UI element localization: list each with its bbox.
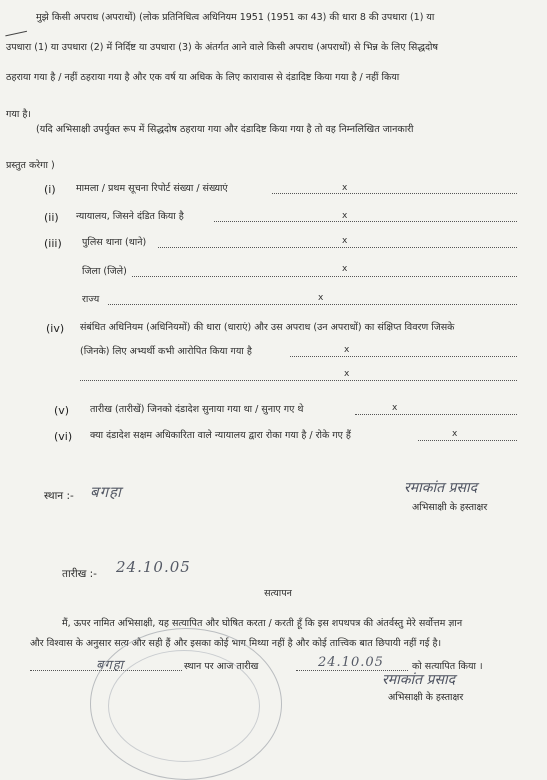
item-vi-number: (vi) <box>54 430 73 443</box>
verification-date-handwritten: 24.10.05 <box>318 655 384 670</box>
intro-line-4: गया है। <box>6 109 31 120</box>
item-vi-mark: x <box>452 429 458 439</box>
notary-stamp-inner-ring <box>108 650 260 762</box>
item-iv-number: (iv) <box>46 322 65 335</box>
place-handwritten: बगहा <box>90 483 122 501</box>
item-ii-fill-line <box>214 221 517 222</box>
item-i-mark: x <box>342 183 348 193</box>
item-i-label: मामला / प्रथम सूचना रिपोर्ट संख्या / संख्याएं <box>76 183 228 194</box>
place-label: स्थान :- <box>44 490 74 502</box>
item-iii-state-fill-line <box>108 304 517 305</box>
date-label: तारीख :- <box>62 568 97 580</box>
signature-2-handwritten: रमाकांत प्रसाद <box>382 672 456 688</box>
item-iii-police-mark: x <box>342 236 348 246</box>
item-v-label: तारीख (तारीखें) जिनको दंडादेश सुनाया गया था / सुनाए गए थे <box>90 404 304 415</box>
conditional-line-2: प्रस्तुत करेगा ) <box>6 160 55 171</box>
intro-line-2: उपधारा (1) या उपधारा (2) में निर्दिष्ट या उपधारा (3) के अंतर्गत आने वाले किसी अपराध (अपराधों) से भिन्न के लिए सिद्धदोष <box>6 42 438 53</box>
item-iv-fill-line-2 <box>80 380 517 381</box>
verification-line-1: मैं, ऊपर नामित अभिसाक्षी, यह सत्यापित और घोषित करता / करती हूँ कि इस शपथपत्र की अंतर्वस्तु मेरे सर्वोत्तम ज्ञान <box>62 618 463 629</box>
verification-place-handwritten: बगहा <box>96 658 125 673</box>
signature-1-handwritten: रमाकांत प्रसाद <box>404 480 478 496</box>
item-vi-label: क्या दंडादेश सक्षम अधिकारिता वाले न्यायालय द्वारा रोका गया है / रोके गए हैं <box>90 430 351 441</box>
item-v-fill-line <box>355 414 517 415</box>
item-iv-mark-2: x <box>344 369 350 379</box>
item-iii-police-fill-line <box>158 247 517 248</box>
date-handwritten: 24.10.05 <box>116 558 191 576</box>
verification-line-3-end: को सत्यापित किया । <box>412 661 483 672</box>
item-i-number: (i) <box>44 183 56 196</box>
item-iv-fill-line-1 <box>290 356 517 357</box>
item-iii-police-label: पुलिस थाना (थाने) <box>82 237 147 248</box>
item-iii-district-label: जिला (जिले) <box>82 266 127 277</box>
item-iii-state-mark: x <box>318 293 324 303</box>
item-iv-line-2: (जिनके) लिए अभ्यर्थी कभी आरोपित किया गया है <box>80 346 252 357</box>
intro-line-3: ठहराया गया है / नहीं ठहराया गया है और एक वर्ष या अधिक के लिए कारावास से दंडादिष्ट किया गया है / नहीं किया <box>6 72 400 83</box>
verification-line-3-mid: स्थान पर आज तारीख <box>184 661 259 672</box>
item-ii-number: (ii) <box>44 211 59 224</box>
verification-title: सत्यापन <box>264 588 292 599</box>
item-iii-district-mark: x <box>342 264 348 274</box>
item-ii-label: न्यायालय, जिसने दंडित किया है <box>76 211 184 222</box>
item-ii-mark: x <box>342 211 348 221</box>
item-iii-state-label: राज्य <box>82 294 100 305</box>
item-i-fill-line <box>272 193 517 194</box>
item-vi-fill-line <box>418 440 517 441</box>
signature-2-caption: अभिसाक्षी के हस्ताक्षर <box>388 692 464 703</box>
intro-line-1: मुझे किसी अपराध (अपराधों) (लोक प्रतिनिधित्व अधिनियम 1951 (1951 का 43) की धारा 8 की उपधारा (1) या <box>36 12 435 23</box>
signature-1-caption: अभिसाक्षी के हस्ताक्षर <box>412 502 488 513</box>
item-v-number: (v) <box>54 404 70 417</box>
item-iv-line-1: संबंधित अधिनियम (अधिनियमों) की धारा (धाराएं) और उस अपराध (उन अपराधों) का संक्षिप्त विवरण जिसके <box>80 322 455 333</box>
verification-line-2: और विश्वास के अनुसार सत्य और सही हैं और इसका कोई भाग मिथ्या नहीं है और कोई तात्त्विक बात छिपायी नहीं गई है। <box>30 638 442 649</box>
item-iv-mark-1: x <box>344 345 350 355</box>
item-iii-district-fill-line <box>132 276 517 277</box>
item-v-mark: x <box>392 403 398 413</box>
item-iii-number: (iii) <box>44 237 62 250</box>
conditional-line-1: (यदि अभिसाक्षी उपर्युक्त रूप में सिद्धदोष ठहराया गया और दंडादिष्ट किया गया है तो वह निम्नलिखित जानकारी <box>36 124 414 135</box>
